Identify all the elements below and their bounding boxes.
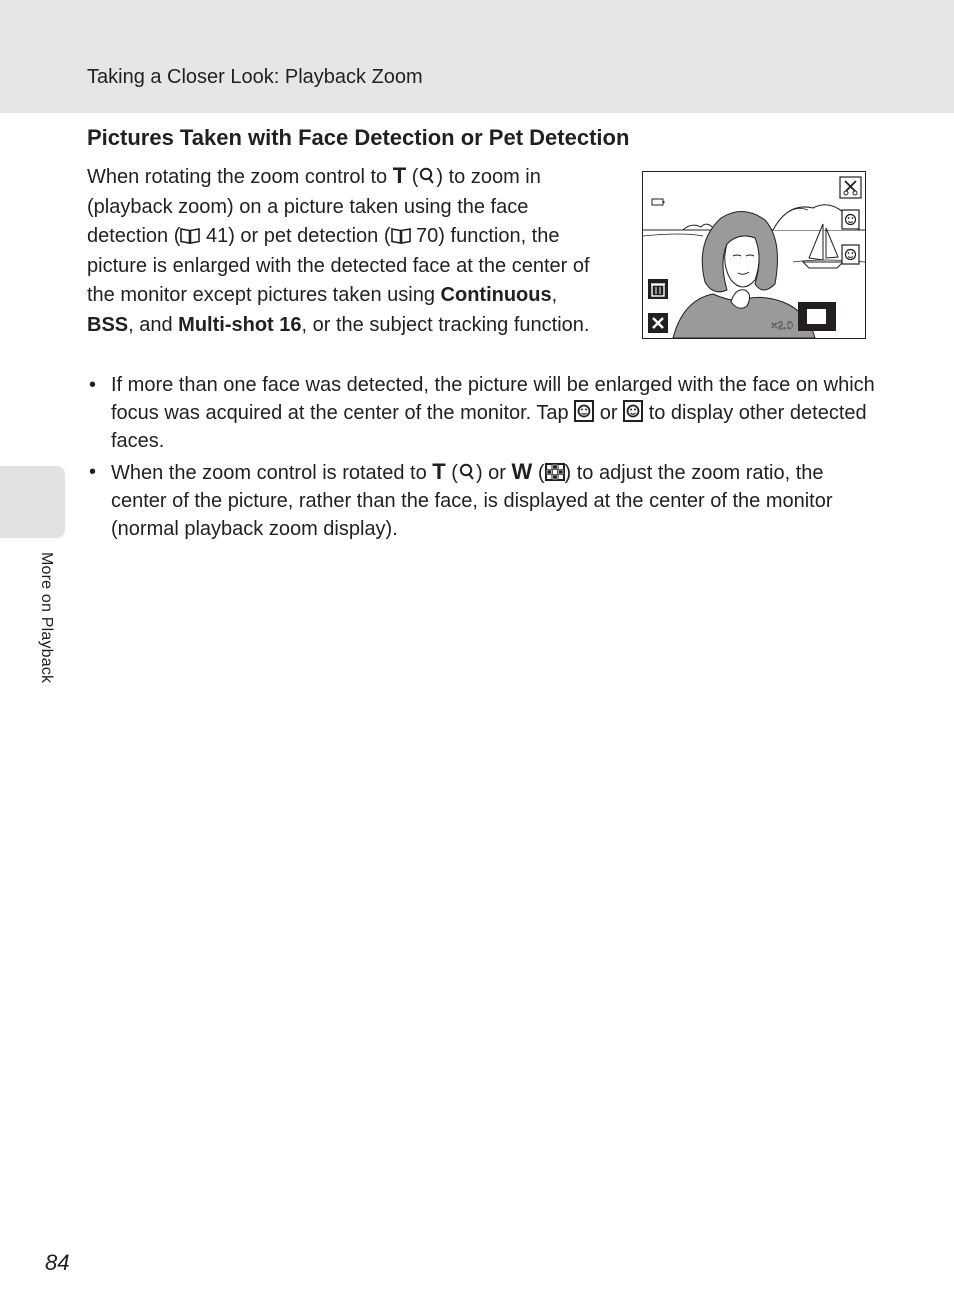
- chapter-side-label: More on Playback: [38, 552, 55, 684]
- playback-zoom-preview: [642, 171, 866, 339]
- mode-continuous: Continuous: [440, 284, 552, 307]
- zoom-navigator-icon: [798, 302, 836, 331]
- list-item: • When the zoom control is rotated to T ( ) or W ( ) to adjust the zoom ratio, the center of the picture, rather than the face, is displayed at the center of the monitor (normal playback zoom display).: [89, 459, 833, 540]
- page-header-title: Taking a Closer Look: Playback Zoom: [87, 66, 423, 88]
- mode-bss: BSS: [87, 313, 129, 336]
- trash-icon[interactable]: [648, 279, 668, 299]
- magnify-icon: [458, 463, 476, 481]
- close-icon[interactable]: [648, 313, 668, 333]
- thumbnail-grid-icon: [545, 463, 565, 481]
- list-item: • If more than one face was detected, the picture will be enlarged with the face on which focus was acquired at the center of the monitor. Tap or to display other detected faces.: [87, 371, 877, 455]
- bullet-dot: •: [89, 374, 97, 396]
- face-select-icon[interactable]: [842, 245, 859, 264]
- section-heading: Pictures Taken with Face Detection or Pet Detection: [87, 125, 630, 150]
- battery-icon: [652, 199, 665, 205]
- book-reference-icon: [391, 227, 411, 244]
- face-select-icon: [623, 400, 643, 422]
- magnify-icon: [418, 167, 436, 185]
- wide-zoom-letter: W: [511, 459, 533, 484]
- tele-zoom-letter: T: [392, 163, 407, 188]
- bullet-list: [87, 371, 877, 546]
- book-reference-icon: [180, 227, 200, 244]
- tele-zoom-letter: T: [432, 459, 446, 484]
- face-select-icon[interactable]: [842, 210, 859, 229]
- scissors-icon[interactable]: [840, 177, 861, 198]
- face-select-icon: [574, 400, 594, 422]
- mode-multishot-16: Multi-shot 16: [178, 313, 302, 336]
- zoom-ratio-label: ×2.0: [771, 320, 793, 332]
- bullet-dot: •: [89, 461, 97, 483]
- intro-paragraph: When rotating the zoom control to T ( ) to zoom in (playback zoom) on a picture taken using the face detection ( 41) or pet detection ( 70) function, the picture is enlarged with the detected face at the center of the monitor except pictures taken using Continuous, BSS, and Multi-shot 16, or the subject tracking function.: [87, 163, 590, 336]
- header-band: [0, 0, 954, 113]
- playback-zoom-illustration: [643, 172, 865, 338]
- chapter-side-tab: [0, 466, 65, 538]
- page-number: 84: [45, 1250, 70, 1275]
